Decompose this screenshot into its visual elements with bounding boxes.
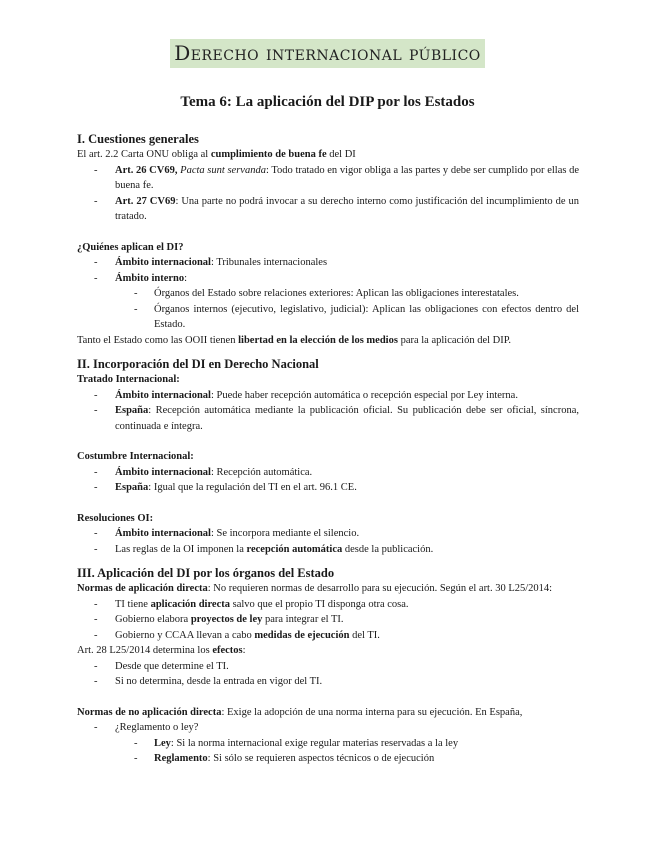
list-item: - España: Recepción automática mediante la publicación oficial. Su publicación debe ser oficial, síncrona, continuada e íntegra. (77, 403, 579, 434)
list-item: - Ámbito internacional: Puede haber recepción automática o recepción especial por Ley interna. (77, 388, 579, 404)
document-title: Derecho internacional público (170, 39, 485, 68)
list-subitem: - Órganos del Estado sobre relaciones exteriores: Aplican las obligaciones interestatales. (77, 286, 579, 302)
paragraph-aplicacion-directa: Normas de aplicación directa: No requieren normas de desarrollo para su ejecución. Según el art. 30 L25/2014: (77, 583, 553, 594)
paragraph-art28: Art. 28 L25/2014 determina los efectos: (77, 645, 246, 656)
list-item: - Desde que determine el TI. (77, 659, 579, 675)
section-heading-1: I. Cuestiones generales (77, 132, 199, 146)
list-item: - Gobierno y CCAA llevan a cabo medidas de ejecución del TI. (77, 628, 579, 644)
subheading-costumbre: Costumbre Internacional: (77, 451, 194, 462)
paragraph-no-aplicacion-directa: Normas de no aplicación directa: Exige la adopción de una norma interna para su ejecución. En España, (77, 706, 523, 718)
paragraph-carta-onu: El art. 2.2 Carta ONU obliga al cumplimiento de buena fe del DI (77, 149, 356, 160)
list-item: - Art. 26 CV69, Pacta sunt servanda: Todo tratado en vigor obliga a las partes y debe ser cumplido por ellas de buena fe. (77, 163, 579, 194)
subheading-tratado: Tratado Internacional: (77, 374, 180, 385)
document-subtitle: Tema 6: La aplicación del DIP por los Estados (180, 94, 475, 110)
list-subitem: - Ley: Si la norma internacional exige regular materias reservadas a la ley (77, 736, 579, 752)
list-item: - Ámbito internacional: Tribunales internacionales (77, 255, 579, 271)
paragraph-libertad: Tanto el Estado como las OOII tienen libertad en la elección de los medios para la aplicación del DIP. (77, 334, 512, 346)
subheading-quienes: ¿Quiénes aplican el DI? (77, 241, 184, 253)
list-item: - España: Igual que la regulación del TI en el art. 96.1 CE. (77, 480, 579, 496)
list-item: - TI tiene aplicación directa salvo que el propio TI disponga otra cosa. (77, 597, 579, 613)
subheading-resoluciones: Resoluciones OI: (77, 512, 154, 524)
list-item: - Ámbito internacional: Se incorpora mediante el silencio. (77, 526, 579, 542)
document-body (77, 131, 579, 767)
list-item: - ¿Reglamento o ley? (77, 720, 579, 736)
list-subitem: - Órganos internos (ejecutivo, legislativo, judicial): Aplican las obligaciones con efectos dentro del Estado. (77, 302, 579, 333)
section-heading-3: III. Aplicación del DI por los órganos del Estado (77, 566, 335, 580)
title-wrap (0, 39, 655, 68)
list-item: - Las reglas de la OI imponen la recepción automática desde la publicación. (77, 542, 579, 558)
list-item: - Ámbito interno: (77, 271, 579, 287)
list-subitem: - Reglamento: Si sólo se requieren aspectos técnicos o de ejecución (77, 751, 579, 767)
list-item: - Ámbito internacional: Recepción automática. (77, 465, 579, 481)
list-item: - Si no determina, desde la entrada en vigor del TI. (77, 674, 579, 690)
list-item: - Gobierno elabora proyectos de ley para integrar el TI. (77, 612, 579, 628)
section-heading-2: II. Incorporación del DI en Derecho Nacional (77, 357, 319, 371)
list-item: - Art. 27 CV69: Una parte no podrá invocar a su derecho interno como justificación del incumplimiento de un tratado. (77, 194, 579, 225)
